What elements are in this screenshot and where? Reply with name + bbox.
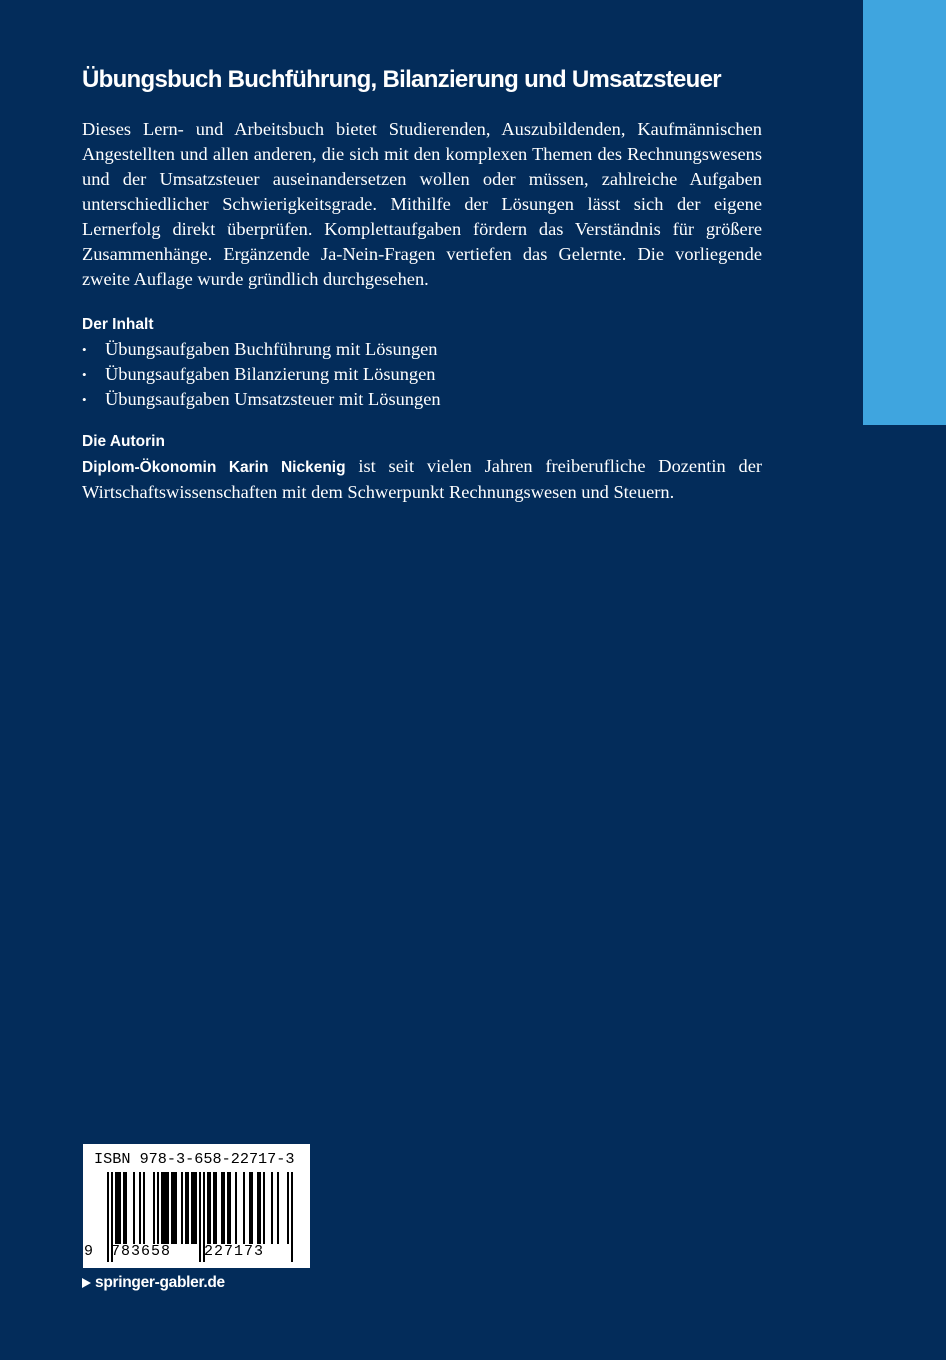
publisher-link-text: springer-gabler.de (95, 1274, 225, 1291)
barcode-bar (123, 1172, 125, 1244)
barcode-bar (193, 1172, 195, 1244)
barcode-bar (173, 1172, 175, 1244)
barcode-bar (251, 1172, 253, 1244)
barcode-bar (223, 1172, 225, 1244)
barcode-bar (199, 1172, 201, 1262)
author-name: Diplom-Ökonomin Karin Nickenig (82, 459, 346, 476)
barcode-bar (143, 1172, 145, 1244)
barcode-bar (163, 1172, 165, 1244)
right-triangle-icon (82, 1278, 91, 1288)
publisher-link[interactable] (82, 1272, 225, 1294)
contents-item-label: Übungsaufgaben Buchführung mit Lösungen (105, 339, 438, 359)
ean-left-group: 783658 (111, 1243, 172, 1260)
barcode-bar (207, 1172, 209, 1244)
barcode-bar (167, 1172, 169, 1244)
barcode-bar (125, 1172, 127, 1244)
bullet-icon: • (82, 342, 87, 357)
barcode-bar (263, 1172, 265, 1244)
barcode-bar (259, 1172, 261, 1244)
ean-right-group: 227173 (204, 1243, 265, 1260)
barcode-bar (221, 1172, 223, 1244)
barcode-bar (249, 1172, 251, 1244)
ean-first-digit: 9 (84, 1243, 95, 1260)
contents-heading: Der Inhalt (82, 316, 154, 333)
author-bio-text: ist seit vielen Jahren freiberufliche Dozentin der Wirtschaftswissenschaften mit dem Schwerpunkt Rechnungswesen und Steuern. (82, 456, 762, 502)
barcode-bar (277, 1172, 279, 1244)
barcode-bar (243, 1172, 245, 1244)
barcode-bar (271, 1172, 273, 1244)
author-bio (82, 454, 762, 505)
barcode-bar (133, 1172, 135, 1244)
barcode-bar (157, 1172, 159, 1244)
barcode-bar (107, 1172, 109, 1262)
barcode-bar (161, 1172, 163, 1244)
isbn-label: ISBN 978-3-658-22717-3 (94, 1150, 295, 1168)
barcode-bar (257, 1172, 259, 1244)
barcode-bar (175, 1172, 177, 1244)
barcode-bar (195, 1172, 197, 1244)
barcode-bar (139, 1172, 141, 1244)
barcode-bar (209, 1172, 211, 1244)
barcode-bar (213, 1172, 215, 1244)
barcode-bar (181, 1172, 183, 1244)
accent-strip (863, 0, 946, 425)
barcode-bar (117, 1172, 119, 1244)
contents-list (82, 337, 762, 412)
contents-item-label: Übungsaufgaben Bilanzierung mit Lösungen (105, 364, 436, 384)
barcode-bar (119, 1172, 121, 1244)
cover-content (82, 62, 762, 505)
author-heading: Die Autorin (82, 433, 165, 450)
barcode-bar (235, 1172, 237, 1244)
barcode-bar (165, 1172, 167, 1244)
barcode-bar (229, 1172, 231, 1244)
barcode-bar (191, 1172, 193, 1244)
barcode-bar (227, 1172, 229, 1244)
barcode-bar (215, 1172, 217, 1244)
book-description: Dieses Lern- und Arbeitsbuch bietet Studierenden, Auszubildenden, Kaufmännischen Angestellten und allen anderen, die sich mit den komplexen Themen des Rechnungswesens und der Umsatzsteuer auseinandersetzen wollen oder müssen, zahlreiche Aufgaben unterschiedlicher Schwierigkeitsgrade. Mithilfe der Lösungen lässt sich der eigene Lernerfolg direkt überprüfen. Komplettaufgaben fördern das Verständnis für größere Zusammenhänge. Ergänzende Ja-Nein-Fragen vertiefen das Gelernte. Die vorliegende zweite Auflage wurde gründlich durchgesehen. (82, 119, 762, 289)
barcode-bar (153, 1172, 155, 1244)
bullet-icon: • (82, 392, 87, 407)
contents-item (82, 337, 762, 362)
barcode-bar (185, 1172, 187, 1244)
isbn-barcode (83, 1144, 310, 1268)
barcode-bar (115, 1172, 117, 1244)
contents-item-label: Übungsaufgaben Umsatzsteuer mit Lösungen (105, 389, 441, 409)
barcode-bar (187, 1172, 189, 1244)
barcode-bar (171, 1172, 173, 1244)
barcode-bar (287, 1172, 289, 1244)
contents-item (82, 362, 762, 387)
book-title: Übungsbuch Buchführung, Bilanzierung und Umsatzsteuer (82, 66, 721, 93)
bullet-icon: • (82, 367, 87, 382)
contents-item (82, 387, 762, 412)
barcode-bar (291, 1172, 293, 1262)
